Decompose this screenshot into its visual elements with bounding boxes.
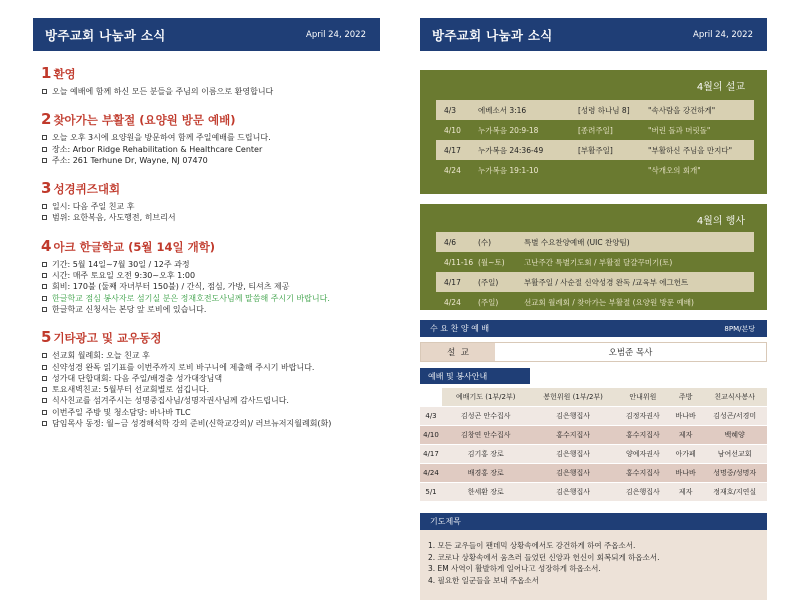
event-date: 4/17 — [436, 272, 478, 292]
sermon-date: 4/10 — [444, 125, 461, 135]
sermon-date: 4/17 — [436, 140, 478, 160]
service-cell: 제자 — [669, 483, 702, 502]
wednesday-worship-time: 8PM/본당 — [724, 324, 755, 333]
section-items — [41, 259, 380, 315]
news-item: 식사친교를 섬겨주시는 성명중집사님/성명자권사님께 감사드립니다. — [41, 395, 380, 406]
event-date: 4/24 — [444, 297, 461, 307]
sermon-row — [436, 120, 754, 140]
service-header: 봉헌위원 (1부/2부) — [529, 388, 616, 407]
section-title-text: 찾아가는 부활절 (요양원 방문 예배) — [53, 113, 236, 128]
prayer-label-text: 기도제목 — [430, 517, 461, 526]
news-item: 토요새벽친교: 5월부터 선교회별로 섬깁니다. — [41, 384, 380, 395]
service-row — [420, 407, 767, 426]
event-day: (주일) — [478, 297, 499, 307]
service-cell: 정재호/지연실 — [702, 483, 767, 502]
service-date: 4/24 — [420, 464, 442, 483]
news-item: 성가대 단합대회: 다음 주일/배경춤 성가대장님댁 — [41, 373, 380, 384]
service-cell: 바나바 — [669, 407, 702, 426]
sermon-title: "삭개오의 회개" — [648, 165, 701, 175]
service-cell: 남여선교회 — [702, 445, 767, 464]
news-section — [41, 110, 380, 166]
sermon-title: "부활하신 주님을 만지다" — [648, 140, 754, 160]
service-row — [420, 464, 767, 483]
service-cell: 김은행집사 — [529, 464, 616, 483]
event-row — [436, 292, 754, 312]
service-cell: 김은행집사 — [529, 407, 616, 426]
news-item: 오늘 오후 3시에 요양원을 방문하여 함께 주일예배를 드립니다. — [41, 132, 380, 143]
prayer-box — [420, 530, 767, 600]
wednesday-sermon-label: 설 교 — [421, 343, 495, 361]
event-date: 4/6 — [436, 232, 478, 252]
service-header: 안내위원 — [617, 388, 669, 407]
service-cell: 성명중/성명자 — [702, 464, 767, 483]
sermon-passage: 누가복음 19:1-10 — [478, 165, 539, 175]
sermon-row — [436, 160, 754, 180]
service-row — [420, 426, 767, 445]
prayer-item: 1. 모든 교우들이 팬데믹 상황속에서도 강건하게 하여 주옵소서. — [428, 541, 636, 550]
section-items — [41, 350, 380, 429]
news-item: 기간: 5월 14일~7월 30일 / 12주 과정 — [41, 259, 380, 270]
section-title — [41, 110, 380, 128]
right-header-title: 방주교회 나눔과 소식 — [432, 27, 553, 43]
events-caption: 4월의 행사 — [696, 216, 745, 227]
service-table — [420, 388, 767, 502]
wednesday-worship-label: 수 요 찬 양 예 배 — [430, 324, 490, 333]
event-row — [436, 232, 754, 252]
news-item: 선교회 월례회: 오늘 친교 후 — [41, 350, 380, 361]
service-cell: 김창연 안수집사 — [442, 426, 529, 445]
news-item: 일시: 다음 주일 친교 후 — [41, 201, 380, 212]
service-cell: 백혜양 — [702, 426, 767, 445]
news-item: 한글학교 신청서는 본당 앞 로비에 있습니다. — [41, 304, 380, 315]
section-items — [41, 86, 380, 97]
prayer-item: 2. 코로나 상황속에서 움츠러 들었던 신앙과 헌신이 회복되게 하옵소서. — [428, 552, 660, 562]
service-header-blank — [420, 388, 442, 407]
service-cell: 김성곤/서경미 — [702, 407, 767, 426]
news-item: 장소: Arbor Ridge Rehabilitation & Healthcare Center — [41, 144, 380, 155]
service-cell: 김성곤 안수집사 — [442, 407, 529, 426]
service-cell: 홍수지집사 — [529, 426, 616, 445]
news-item: 범위: 요한복음, 사도행전, 히브리서 — [41, 212, 380, 223]
news-item: 시간: 매주 토요일 오전 9:30~오후 1:00 — [41, 270, 380, 281]
wednesday-worship-bar — [420, 320, 767, 337]
sermon-note: [부활주일] — [578, 140, 648, 160]
service-cell: 홍수지집사 — [617, 464, 669, 483]
event-description: 부활주일 / 사순절 신약성경 완독 /교육부 에그헌트 — [524, 272, 754, 292]
sermons-box — [420, 70, 767, 194]
service-date: 4/10 — [420, 426, 442, 445]
news-section — [41, 237, 380, 315]
news-item: 오늘 예배에 함께 하신 모든 분들을 주님의 이름으로 환영합니다 — [41, 86, 380, 97]
right-header — [420, 18, 767, 51]
prayer-item: 4. 필요한 일군들을 보내 주옵소서 — [428, 575, 539, 585]
section-number: 5 — [41, 328, 52, 347]
events-table — [436, 232, 754, 312]
service-cell: 김정자권사 — [617, 407, 669, 426]
event-description: 특별 수요찬양예배 (UIC 찬양팀) — [524, 232, 754, 252]
prayer-item: 3. EM 사역이 활발하게 일어나고 성장하게 하옵소서. — [428, 564, 601, 573]
prayer-label — [420, 513, 767, 530]
sermon-title: "속사람을 강건하게" — [648, 100, 754, 120]
section-number: 1 — [41, 64, 52, 82]
section-title-text: 아크 한글학교 (5월 14일 개학) — [53, 239, 216, 254]
right-header-date: April 24, 2022 — [693, 29, 753, 40]
news-item: 담임목사 동정: 월~금 성경해석학 강의 준비(신학교강의)/ 러브뉴저지월례회(화) — [41, 418, 380, 429]
news-item: 이번주일 주방 및 청소담당: 바나바 TLC — [41, 407, 380, 418]
service-cell: 김은행집사 — [529, 483, 616, 502]
news-item: 한글학교 점심 봉사자로 섬기실 분은 정재호전도사님께 말씀해 주시기 바랍니다. — [41, 293, 380, 304]
section-number: 3 — [41, 179, 52, 198]
news-item: 주소: 261 Terhune Dr, Wayne, NJ 07470 — [41, 155, 380, 166]
sermon-passage: 누가복음 20:9-18 — [478, 125, 539, 135]
service-date: 4/3 — [420, 407, 442, 426]
sermon-date: 4/3 — [436, 100, 478, 120]
service-header: 주방 — [669, 388, 702, 407]
sermon-date: 4/24 — [444, 165, 461, 175]
event-row — [436, 252, 754, 272]
sermon-passage: 누가복음 24:36-49 — [478, 140, 578, 160]
wednesday-sermon-row — [420, 342, 767, 362]
event-day: (수) — [478, 232, 524, 252]
service-header: 예배기도 (1부/2부) — [442, 388, 529, 407]
event-description: 고난주간 특별기도회 / 부활절 달걀꾸미기(토) — [524, 257, 673, 267]
service-header: 친교식사봉사 — [702, 388, 767, 407]
service-cell: 김기홍 장로 — [442, 445, 529, 464]
event-description: 선교회 월례회 / 찾아가는 부활절 (요양원 방문 예배) — [524, 297, 694, 307]
service-label-text: 예배 및 봉사안내 — [428, 371, 488, 381]
service-date: 5/1 — [420, 483, 442, 502]
left-page — [33, 18, 380, 429]
section-title-text: 환영 — [53, 67, 76, 81]
sermons-table — [436, 100, 754, 180]
events-box — [420, 204, 767, 310]
service-date: 4/17 — [420, 445, 442, 464]
sermon-note: [종려주일] — [578, 125, 613, 135]
sermon-title: "버린 돌과 머릿돌" — [648, 125, 711, 135]
left-header — [33, 18, 380, 51]
section-title-text: 기타광고 및 교우동정 — [53, 331, 162, 346]
news-sections — [33, 64, 380, 429]
service-label — [420, 368, 530, 384]
sermon-passage: 에베소서 3:16 — [478, 100, 578, 120]
section-title — [41, 179, 380, 197]
sermon-note — [578, 160, 648, 180]
event-date: 4/11-16 — [444, 257, 474, 267]
section-number: 2 — [41, 110, 52, 129]
service-cell: 제자 — [669, 426, 702, 445]
news-section — [41, 328, 380, 429]
event-day: (주일) — [478, 272, 524, 292]
left-header-title: 방주교회 나눔과 소식 — [45, 27, 166, 43]
section-items — [41, 201, 380, 224]
section-title — [41, 328, 380, 346]
service-cell: 한세환 장로 — [442, 483, 529, 502]
service-cell: 양예자권사 — [617, 445, 669, 464]
service-cell: 김은행집사 — [617, 483, 669, 502]
section-title — [41, 64, 380, 82]
sermons-caption: 4월의 설교 — [696, 82, 745, 93]
section-number: 4 — [41, 236, 52, 255]
news-item: 회비: 170불 (둘째 자녀부터 150불) / 간식, 점심, 가방, 티셔츠 제공 — [41, 281, 380, 292]
service-cell: 바나바 — [669, 464, 702, 483]
wednesday-preacher: 오범준 목사 — [495, 343, 766, 361]
service-row — [420, 483, 767, 502]
news-section — [41, 179, 380, 224]
service-cell: 배경홍 장로 — [442, 464, 529, 483]
event-day: (월~토) — [478, 257, 505, 267]
sermon-row — [436, 100, 754, 120]
service-cell: 김은행집사 — [529, 445, 616, 464]
service-row — [420, 445, 767, 464]
section-items — [41, 132, 380, 166]
section-title — [41, 237, 380, 255]
news-item: 신약성경 완독 읽기표를 이번주까지 로비 바구니에 제출해 주시기 바랍니다. — [41, 362, 380, 373]
right-page — [420, 18, 767, 600]
service-cell: 홍수지집사 — [617, 426, 669, 445]
sermon-row — [436, 140, 754, 160]
service-header-row — [420, 388, 767, 407]
sermon-note: [성령 하나님 8] — [578, 100, 648, 120]
service-cell: 아가페 — [669, 445, 702, 464]
left-header-date: April 24, 2022 — [306, 29, 366, 40]
news-section — [41, 64, 380, 97]
section-title-text: 성경퀴즈대회 — [53, 182, 121, 197]
event-row — [436, 272, 754, 292]
